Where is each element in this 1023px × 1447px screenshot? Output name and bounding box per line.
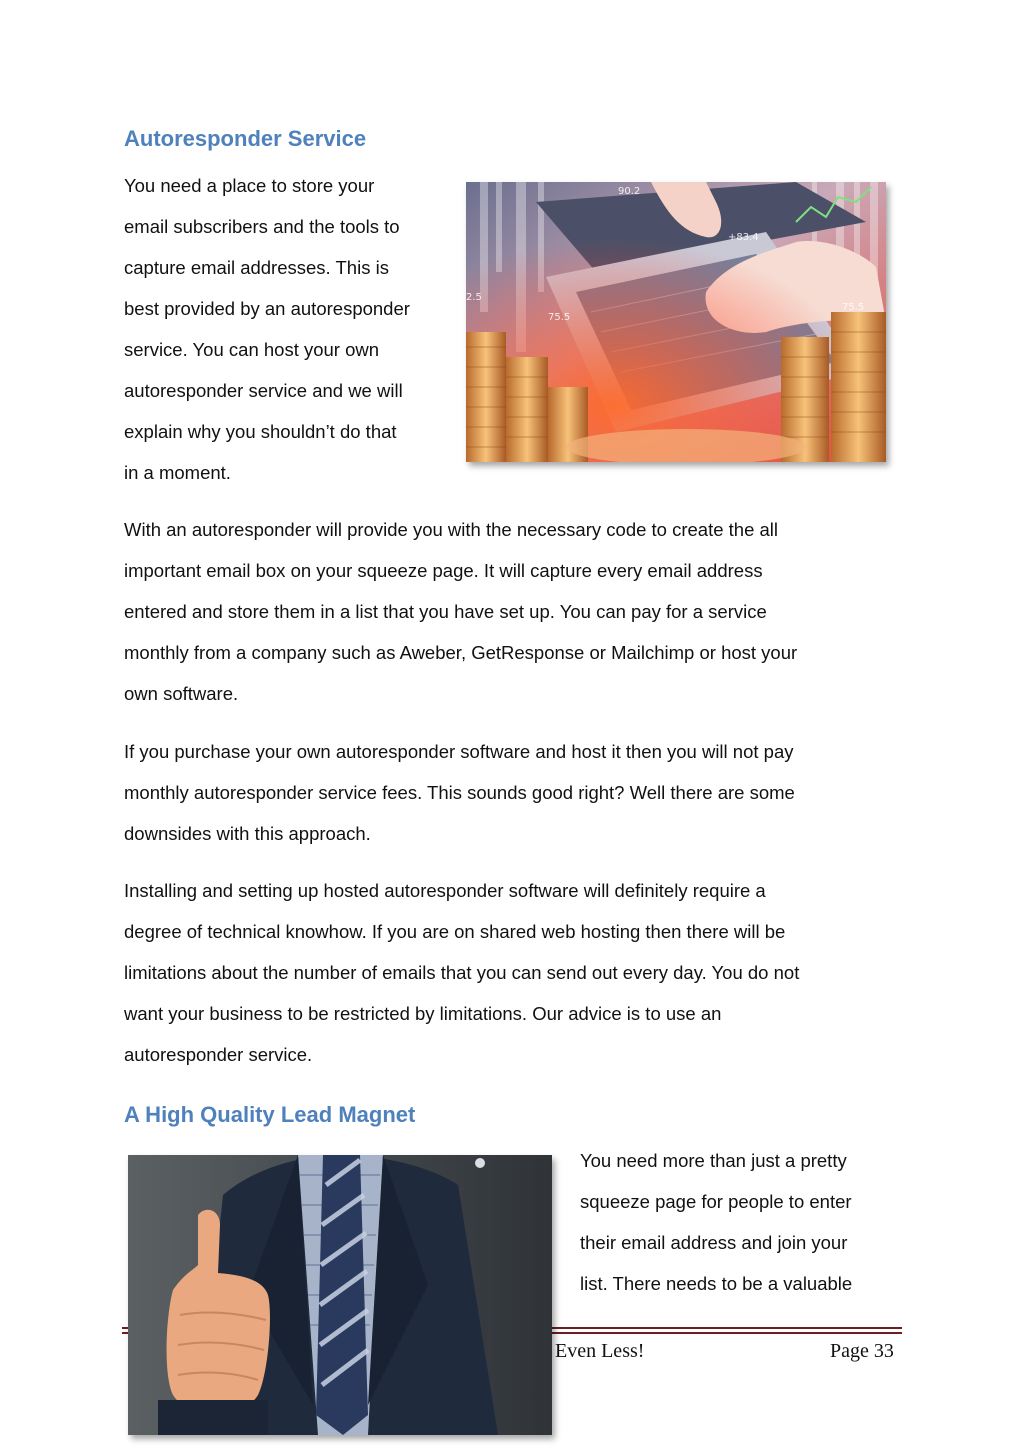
intro-line: You need more than just a pretty: [580, 1150, 847, 1171]
chart-label: 75.5: [548, 312, 571, 323]
paragraph-line: degree of technical knowhow. If you are on shared web hosting then there will be: [124, 921, 786, 942]
paragraph-line: own software.: [124, 683, 239, 704]
paragraph-line: limitations about the number of emails that you can send out every day. You do not: [124, 962, 800, 983]
intro-line: squeeze page for people to enter: [580, 1191, 852, 1212]
paragraph-line: entered and store them in a list that you have set up. You can pay for a service: [124, 601, 767, 622]
autoresponder-paragraph-2: [124, 731, 795, 854]
autoresponder-intro: [124, 165, 410, 493]
businessman-thumbs-up-photo: [128, 1155, 552, 1435]
paragraph-line: If you purchase your own autoresponder software and host it then you will not pay: [124, 741, 794, 762]
paragraph-line: monthly from a company such as Aweber, GetResponse or Mailchimp or host your: [124, 642, 798, 663]
paragraph-line: autoresponder service.: [124, 1044, 313, 1065]
intro-line: capture email addresses. This is: [124, 257, 389, 278]
intro-line: autoresponder service and we will: [124, 380, 403, 401]
laptop-coins-illustration: [466, 182, 886, 462]
section-heading-lead-magnet: A High Quality Lead Magnet: [124, 1102, 416, 1127]
chart-label: 75.5: [842, 302, 865, 313]
chart-label: 2.5: [466, 292, 482, 303]
laptop-coins-photo: [466, 182, 886, 462]
intro-line: in a moment.: [124, 462, 231, 483]
paragraph-line: monthly autoresponder service fees. This sounds good right? Well there are some: [124, 782, 795, 803]
section-heading-autoresponder: Autoresponder Service: [124, 126, 367, 151]
intro-line: their email address and join your: [580, 1232, 848, 1253]
paragraph-line: With an autoresponder will provide you with the necessary code to create the all: [124, 519, 779, 540]
intro-line: email subscribers and the tools to: [124, 216, 400, 237]
chart-label: +83.4: [728, 232, 759, 243]
footer-title-fragment: Even Less!: [555, 1340, 645, 1362]
intro-line: best provided by an autoresponder: [124, 298, 410, 319]
paragraph-line: Installing and setting up hosted autoresponder software will definitely require a: [124, 880, 766, 901]
autoresponder-paragraph-3: [124, 870, 799, 1075]
intro-line: explain why you shouldn’t do that: [124, 421, 397, 442]
intro-line: list. There needs to be a valuable: [580, 1273, 853, 1294]
paragraph-line: important email box on your squeeze page. It will capture every email address: [124, 560, 763, 581]
businessman-illustration: [128, 1155, 552, 1435]
lead-magnet-intro: [580, 1140, 852, 1304]
intro-line: You need a place to store your: [124, 175, 375, 196]
intro-line: service. You can host your own: [124, 339, 380, 360]
chart-label: 90.2: [618, 186, 641, 197]
autoresponder-paragraph-1: [124, 509, 797, 714]
paragraph-line: downsides with this approach.: [124, 823, 371, 844]
paragraph-line: want your business to be restricted by limitations. Our advice is to use an: [124, 1003, 722, 1024]
footer-page-number: Page 33: [830, 1340, 894, 1362]
